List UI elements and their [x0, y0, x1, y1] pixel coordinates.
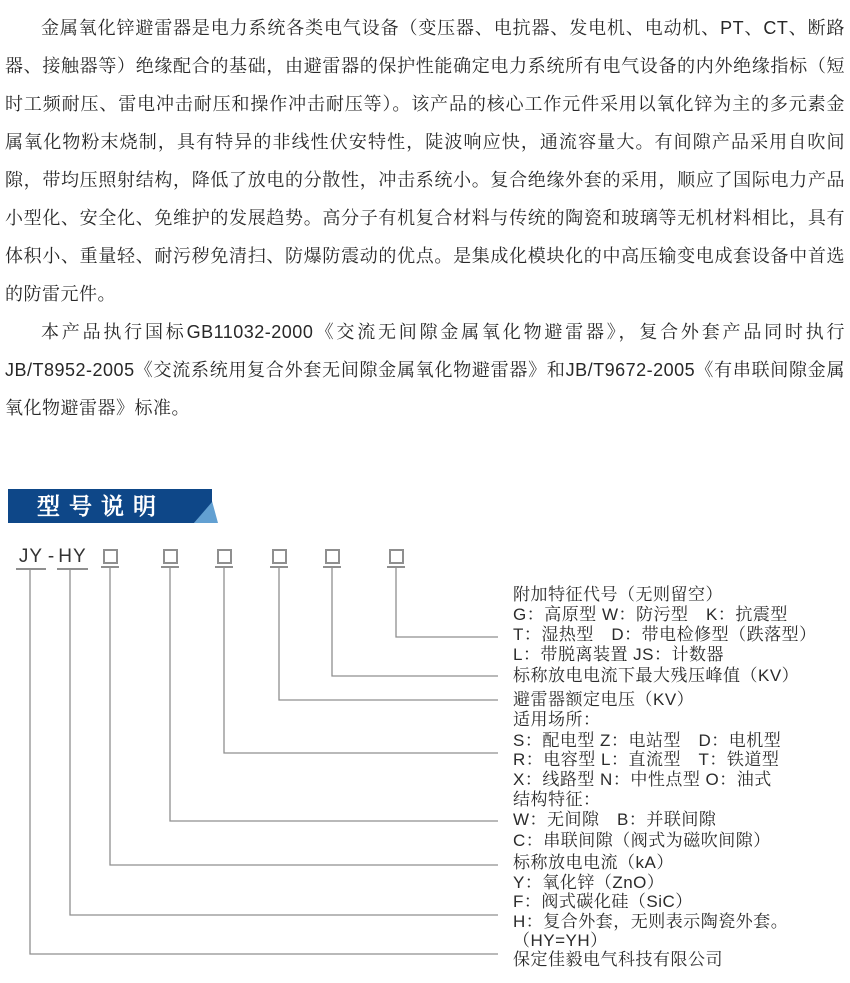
legend-item: T：湿热型 D：带电检修型（跌落型） — [513, 625, 817, 644]
legend-item: G：高原型 W：防污型 K：抗震型 — [513, 605, 788, 624]
legend-item: （HY=YH） — [513, 931, 608, 950]
legend-item: X：线路型 N：中性点型 O：油式 — [513, 770, 772, 789]
legend-item: 适用场所： — [513, 710, 601, 729]
legend-item: S：配电型 Z：电站型 D：电机型 — [513, 731, 782, 750]
connector-line-discharge-current — [110, 568, 498, 865]
legend-item-company: 保定佳毅电气科技有限公司 — [513, 950, 723, 969]
legend-item: 附加特征代号（无则留空） — [513, 585, 723, 604]
model-base-code: HY — [57, 546, 88, 570]
legend-item: 标称放电电流（kA） — [513, 853, 674, 872]
intro-paragraph-2: 本产品执行国标GB11032-2000《交流无间隙金属氧化物避雷器》，复合外套产品同时执行JB/T8952-2005《交流系统用复合外套无间隙金属氧化物避雷器》和JB/T9672-2005《有串联间隙金属氧化物避雷器》标准。 — [5, 322, 845, 418]
placeholder-box-icon — [103, 549, 118, 564]
placeholder-box-underline — [270, 566, 288, 568]
intro-section — [5, 9, 845, 427]
model-separator: - — [47, 546, 56, 567]
legend-item: 标称放电电流下最大残压峰值（KV） — [513, 666, 800, 685]
legend-item: F：阀式碳化硅（SiC） — [513, 892, 693, 911]
placeholder-box-icon — [389, 549, 404, 564]
connector-line-residual-voltage — [332, 568, 498, 676]
model-placeholder-box — [215, 549, 233, 568]
section-title: 型号说明 — [37, 493, 165, 519]
connector-line-application — [224, 568, 498, 753]
model-placeholder-box — [387, 549, 405, 568]
placeholder-box-underline — [161, 566, 179, 568]
placeholder-box-underline — [323, 566, 341, 568]
placeholder-box-icon — [217, 549, 232, 564]
legend-item: H：复合外套，无则表示陶瓷外套。 — [513, 912, 789, 931]
model-placeholder-box — [101, 549, 119, 568]
placeholder-box-underline — [215, 566, 233, 568]
connector-line-extra-feature — [396, 568, 498, 637]
legend-item: 避雷器额定电压（KV） — [513, 690, 695, 709]
model-placeholder-box — [323, 549, 341, 568]
connector-line-structure — [170, 568, 498, 821]
connector-line-company — [30, 568, 498, 954]
model-prefix: JY — [16, 546, 46, 570]
section-banner — [8, 485, 220, 525]
placeholder-box-icon — [325, 549, 340, 564]
legend-item: Y：氧化锌（ZnO） — [513, 873, 665, 892]
model-placeholder-box — [270, 549, 288, 568]
connector-line-material — [70, 568, 498, 915]
legend-item: W：无间隙 B：并联间隙 — [513, 810, 717, 829]
legend-item: C：串联间隙（阀式为磁吹间隙） — [513, 831, 771, 850]
model-placeholder-box — [161, 549, 179, 568]
placeholder-box-underline — [387, 566, 405, 568]
placeholder-box-icon — [163, 549, 178, 564]
placeholder-box-icon — [272, 549, 287, 564]
intro-paragraph-1: 金属氧化锌避雷器是电力系统各类电气设备（变压器、电抗器、发电机、电动机、PT、CT、断路器、接触器等）绝缘配合的基础，由避雷器的保护性能确定电力系统所有电气设备的内外绝缘指标（短时工频耐压、雷电冲击耐压和操作冲击耐压等）。该产品的核心工作元件采用以氧化锌为主的多元素金属氧化物粉末烧制，具有特异的非线性伏安特性，陡波响应快，通流容量大。有间隙产品采用自吹间隙，带均压照射结构，降低了放电的分散性，冲击系统小。复合绝缘外套的采用，顺应了国际电力产品小型化、安全化、免维护的发展趋势。高分子有机复合材料与传统的陶瓷和玻璃等无机材料相比，具有体积小、重量轻、耐污秽免清扫、防爆防震动的优点。是集成化模块化的中高压输变电成套设备中首选的防雷元件。 — [5, 18, 845, 304]
placeholder-box-underline — [101, 566, 119, 568]
legend-item: L：带脱离装置 JS：计数器 — [513, 645, 725, 664]
connector-line-rated-voltage — [279, 568, 498, 700]
legend-item: 结构特征： — [513, 790, 601, 809]
legend-item: R：电容型 L：直流型 T：铁道型 — [513, 750, 780, 769]
